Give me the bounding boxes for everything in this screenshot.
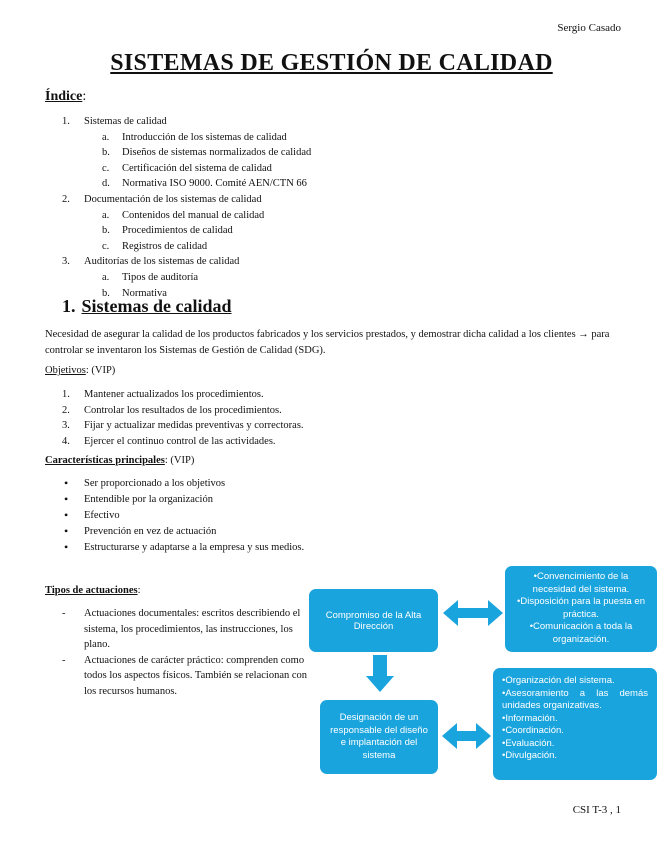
toc-num: 1.: [62, 116, 70, 127]
list-text: Prevención en vez de actuación: [84, 526, 217, 537]
section-number: 1.: [62, 296, 76, 316]
toc-text: Contenidos del manual de calidad: [122, 209, 265, 221]
organizacion-item: •Divulgación.: [502, 750, 558, 761]
compromiso-text: Compromiso de la Alta Dirección: [325, 609, 422, 632]
double-arrow-top-icon: [443, 600, 503, 626]
list-text: Estructurarse y adaptarse a la empresa y sus medios.: [84, 542, 305, 553]
list-num: 2.: [62, 404, 70, 416]
page-footer: CSI T-3 , 1: [572, 804, 621, 816]
list-text: Efectivo: [84, 510, 120, 521]
designacion-text: Designación de un responsable del diseño e implantación del sistema: [330, 712, 428, 761]
intro-paragraph: Necesidad de asegurar la calidad de los productos fabricados y los servicios prestados, y demostrar dicha calidad a los clientes → para controlar se inventaron los Sistemas de Gestión de Calidad (SDG).: [45, 329, 610, 356]
dash-icon: -: [62, 608, 66, 619]
list-text: Actuaciones documentales: escritos describiendo el sistema, los procedimientos, las instrucciones, los plano.: [84, 608, 301, 650]
list-num: 3.: [62, 420, 70, 431]
organizacion-item: •Coordinación.: [502, 725, 564, 736]
organizacion-item: •Asesoramiento a las demás unidades organizativas.: [502, 687, 648, 711]
caracteristicas-suffix: : (VIP): [164, 455, 195, 466]
toc-text: Documentación de los sistemas de calidad: [84, 193, 262, 205]
convencimiento-item: •Comunicación a toda la organización.: [529, 621, 633, 645]
tipos-label-text: Tipos de actuaciones: [45, 585, 138, 596]
toc-num: b.: [102, 225, 110, 237]
double-arrow-bottom-icon: [442, 723, 491, 749]
toc-num: 2.: [62, 193, 70, 205]
list-num: 4.: [62, 435, 70, 447]
toc-text: Tipos de auditoría: [122, 271, 199, 283]
tipos-suffix: :: [137, 585, 141, 596]
section-title-text: Sistemas de calidad: [81, 296, 232, 316]
bullet-icon: •: [64, 524, 69, 538]
list-text: Ejercer el continuo control de las actividades.: [84, 435, 276, 447]
down-arrow-icon: [366, 655, 394, 692]
convencimiento-item: •Convencimiento de la necesidad del sistema.: [532, 571, 630, 595]
list-text: Entendible por la organización: [84, 494, 213, 505]
toc-num: a.: [102, 209, 110, 221]
bullet-icon: •: [64, 476, 69, 490]
list-text: Controlar los resultados de los procedimientos.: [84, 404, 282, 416]
toc-num: a.: [102, 271, 110, 283]
toc-text: Normativa ISO 9000. Comité AEN/CTN 66: [122, 178, 307, 190]
toc-text: Auditorías de los sistemas de calidad: [84, 256, 240, 268]
toc-text: Diseños de sistemas normalizados de calidad: [122, 147, 312, 159]
page-title: SISTEMAS DE GESTIÓN DE CALIDAD: [110, 50, 553, 76]
bullet-icon: •: [64, 492, 69, 506]
toc-num: 3.: [62, 256, 70, 268]
list-text: Fijar y actualizar medidas preventivas y correctoras.: [84, 420, 304, 431]
toc-text: Normativa: [122, 287, 167, 299]
objetivos-suffix: : (VIP): [85, 365, 116, 376]
toc-num: c.: [102, 162, 110, 174]
list-text: Mantener actualizados los procedimientos.: [84, 389, 264, 400]
list-text: Ser proporcionado a los objetivos: [84, 478, 226, 489]
caracteristicas-label-text: Características principales: [45, 455, 165, 466]
toc-num: a.: [102, 131, 110, 143]
toc-num: c.: [102, 240, 110, 252]
indice-colon: :: [82, 89, 87, 104]
dash-icon: -: [62, 654, 66, 666]
bullet-icon: •: [64, 540, 69, 554]
toc-text: Sistemas de calidad: [84, 116, 167, 127]
organizacion-item: •Evaluación.: [502, 737, 555, 749]
toc-text: Certificación del sistema de calidad: [122, 162, 272, 174]
toc-num: b.: [102, 287, 110, 299]
organizacion-item: •Organización del sistema.: [502, 675, 615, 686]
toc-text: Registros de calidad: [122, 240, 208, 252]
list-num: 1.: [62, 389, 70, 400]
convencimiento-item: •Disposición para la puesta en práctica.: [517, 596, 645, 620]
toc-text: Procedimientos de calidad: [122, 225, 233, 237]
header-author: Sergio Casado: [557, 22, 621, 34]
indice-heading-text: Índice: [45, 89, 83, 104]
bullet-icon: •: [64, 508, 69, 522]
list-text: Actuaciones de carácter práctico: comprenden como todos los aspectos físicos. También se relacionan con los recursos humanos.: [84, 654, 308, 697]
toc-num: d.: [102, 178, 110, 190]
organizacion-item: •Información.: [502, 712, 558, 724]
objetivos-label-text: Objetivos: [45, 365, 86, 376]
toc-num: b.: [102, 147, 110, 159]
toc-text: Introducción de los sistemas de calidad: [122, 131, 287, 143]
